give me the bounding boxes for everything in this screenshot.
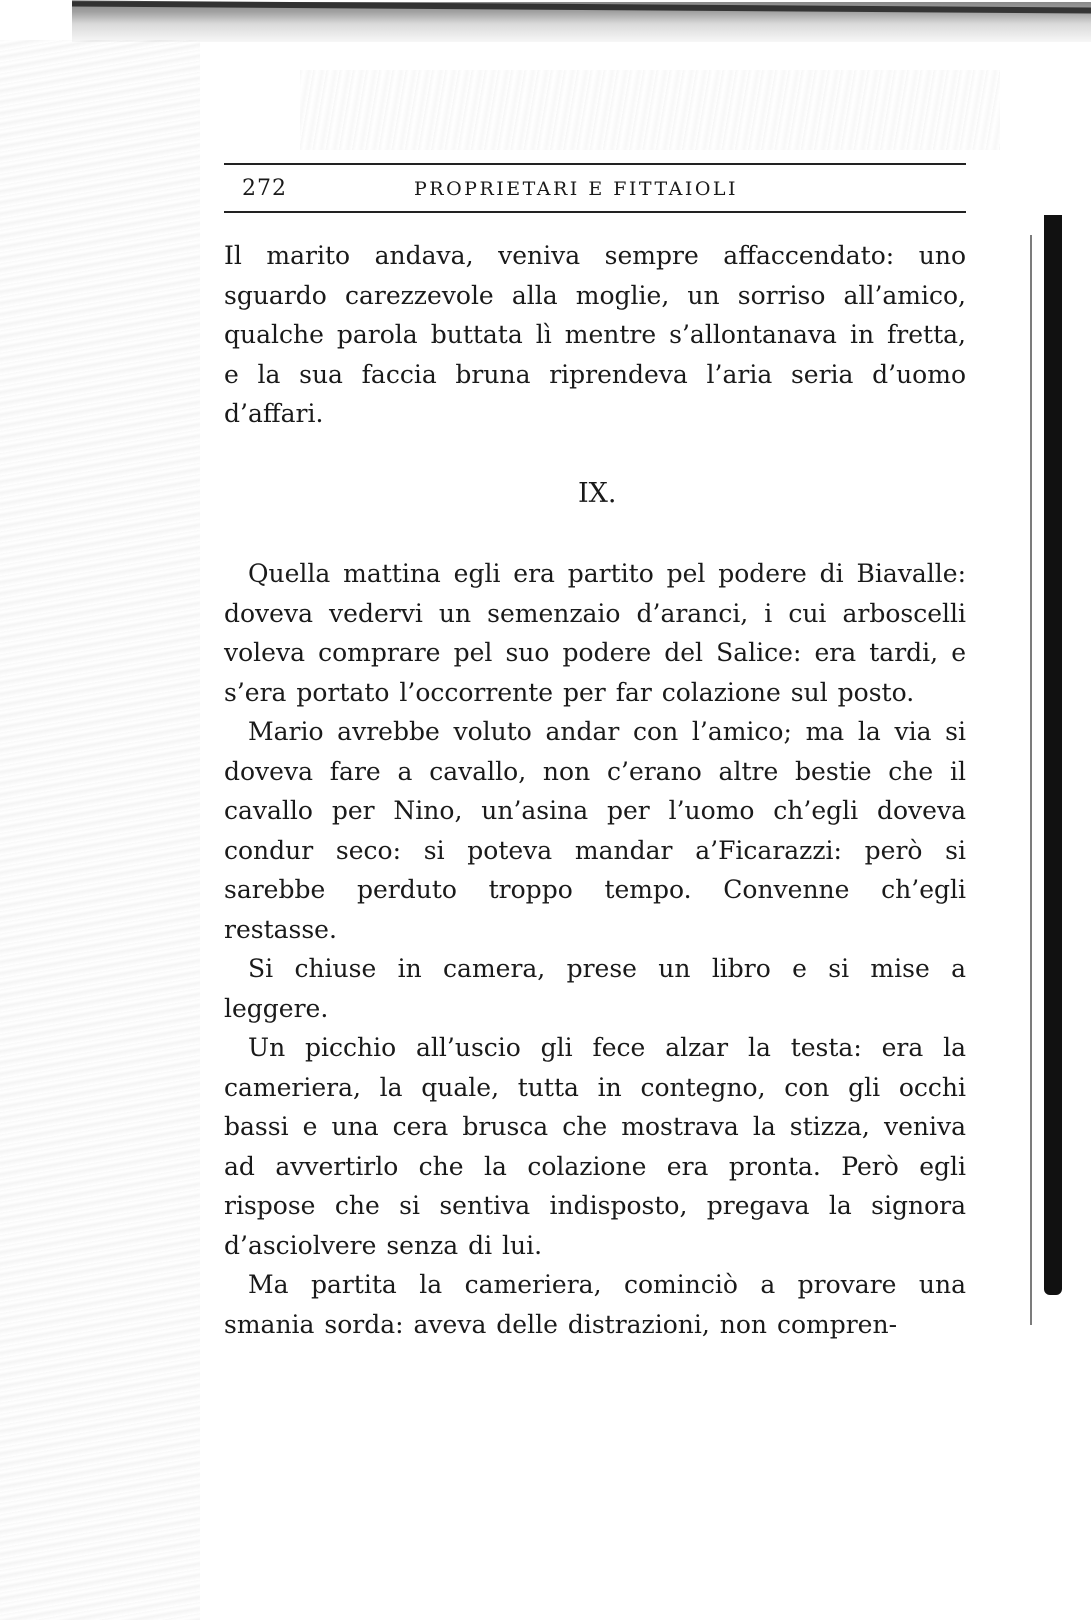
paragraph: Un picchio all’uscio gli fece alzar la testa: era la cameriera, la quale, tutta in contegno, con gli occhi bassi e una cera brusca che mostrava la stizza, veniva ad avvertirlo che la colazione era pronta. Però egli rispose che si sentiva indisposto, pregava la signora d’asciolvere senza di lui. — [224, 1033, 966, 1260]
header-top-rule — [224, 163, 966, 165]
body-text-top — [224, 236, 966, 434]
paragraph: Si chiuse in camera, prese un libro e si mise a leggere. — [224, 954, 966, 1023]
running-title: PROPRIETARI E FITTAIOLI — [414, 178, 739, 200]
paragraph: Quella mattina egli era partito pel podere di Biavalle: doveva vedervi un semenzaio d’aranci, i cui arboscelli voleva comprare pel suo podere del Salice: era tardi, e s’era portato l’occorrente per far colazione sul posto. — [224, 559, 966, 707]
header-bottom-rule — [224, 211, 966, 213]
scan-right-shadow — [1044, 215, 1062, 1295]
paragraph: Mario avrebbe voluto andar con l’amico; ma la via si doveva fare a cavallo, non c’erano altre bestie che il cavallo per Nino, un’asina per l’uomo ch’egli doveva condur seco: si poteva mandar a’Ficarazzi: però si sarebbe perduto troppo tempo. Convenne ch’egli restasse. — [224, 717, 966, 944]
paragraph: Ma partita la cameriera, cominciò a provare una smania sorda: aveva delle distrazioni, non compren- — [224, 1270, 966, 1339]
scan-left-noise — [0, 40, 200, 1620]
scan-right-line — [1030, 235, 1032, 1325]
body-text-main — [224, 554, 966, 1344]
section-heading: IX. — [578, 478, 617, 509]
page-number: 272 — [242, 176, 287, 201]
page-header — [224, 176, 966, 208]
paragraph: Il marito andava, veniva sempre affaccendato: uno sguardo carezzevole alla moglie, un sorriso all’amico, qualche parola buttata lì mentre s’allontanava in fretta, e la sua faccia bruna riprendeva l’aria seria d’uomo d’affari. — [224, 241, 966, 428]
scan-top-noise — [300, 70, 1000, 150]
